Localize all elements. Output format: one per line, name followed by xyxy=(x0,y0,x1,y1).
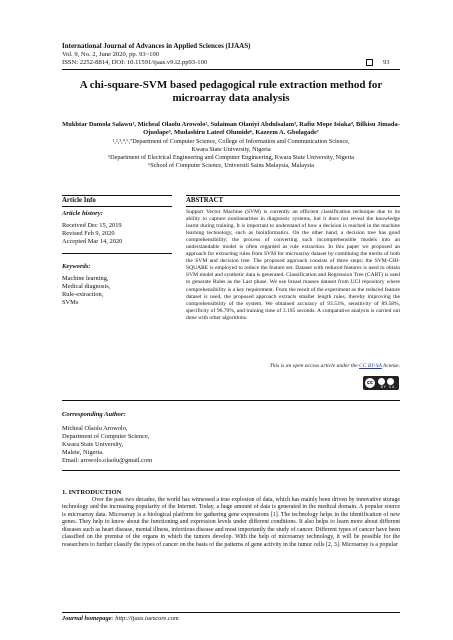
footer-divider xyxy=(62,612,400,613)
introduction-paragraph: Over the past two decades, the world has witnessed a true explosion of data, which has mainly been driven by innovative storage technology and the increasing popularity of the Internet. Today, a huge amount of data is generated in the medical domain. A popular source is microarray data. Microarray is a biological platform for gathering gene expressions [1]. The technology helps in the identification of new genes. They help to know about the functioning and expression levels under different conditions. It also helps to learn more about different diseases such as heart disease, mental illness, infectious disease and most importantly the study of cancer. Different types of cancer have been classified on the premise of the organs in which the tumors develop. With the help of microarray technology, it will be possible for the researchers to further classify the types of cancer on the basis of the patterns of gene activity in the tumor cells [2, 3]. Microarray is a popular xyxy=(62,497,400,548)
cc-icon: cc xyxy=(364,377,376,389)
keyword: Rule-extraction, xyxy=(62,291,104,298)
abstract-heading: ABSTRACT xyxy=(186,197,224,204)
square-icon xyxy=(366,59,373,66)
corresponding-univ: Kwara State University, xyxy=(62,441,124,448)
open-access-suffix: license. xyxy=(381,363,400,369)
article-info-heading-rule xyxy=(62,206,172,207)
keyword: Machine learning, xyxy=(62,275,109,282)
page-number: 93 xyxy=(383,59,390,67)
corresponding-dept: Department of Computer Science, xyxy=(62,433,150,440)
history-received: Received Dec 15, 2019 xyxy=(62,222,122,229)
homepage-url[interactable]: : http://ijaas.iaescore.com xyxy=(111,615,179,622)
journal-volume: Vol. 9, No. 2, June 2020, pp. 93~100 xyxy=(62,51,160,58)
journal-issn-doi: ISSN: 2252-8814, DOI: 10.11591/ijaas.v9.i2.pp93-100 xyxy=(62,59,208,66)
front-matter-divider xyxy=(62,400,400,401)
open-access-note xyxy=(186,363,400,369)
keyword: Medical diagnosis, xyxy=(62,283,111,290)
introduction-body xyxy=(62,497,400,549)
paper-title: A chi-square-SVM based pedagogical rule extraction method for microarray data analysis xyxy=(79,79,383,104)
abstract-top-rule xyxy=(186,195,400,196)
abstract-heading-rule xyxy=(186,206,400,207)
keywords-list xyxy=(62,275,110,307)
corresponding-author-details xyxy=(62,425,152,465)
keyword: SVMs xyxy=(62,299,79,306)
corresponding-name: Micheal Olaolu Arowolo, xyxy=(62,425,128,432)
cc-badge-label: BY SA xyxy=(380,385,396,389)
corresponding-email: Email: arowolo.olaolu@gmail.com xyxy=(62,457,153,464)
journal-name: International Journal of Advances in Applied Sciences (IJAAS) xyxy=(62,42,251,50)
page-number-block xyxy=(366,59,400,67)
article-info-heading: Article Info xyxy=(62,197,96,204)
history-accepted: Accepted Mar 14, 2020 xyxy=(62,238,123,245)
journal-homepage xyxy=(62,615,179,622)
header-divider xyxy=(62,69,400,70)
open-access-prefix: This is an open access article under the xyxy=(269,363,360,369)
article-history xyxy=(62,222,122,246)
share-alike-icon xyxy=(387,378,394,385)
history-revised: Revised Feb 9, 2020 xyxy=(62,230,115,237)
affiliation-line: ⁶School of Computer Science, Universiti Sains Malaysia, Malaysia xyxy=(148,161,314,169)
license-link[interactable]: CC BY-SA xyxy=(359,363,382,369)
article-history-label: Article history: xyxy=(62,210,103,217)
history-divider xyxy=(62,253,172,254)
affiliations xyxy=(62,138,400,170)
keywords-label: Keywords: xyxy=(62,263,91,270)
affiliation-line: ⁵Department of Electrical Engineering and Computer Engineering, Kwara State University, Nigeria xyxy=(107,153,355,161)
author-list: Mukhtar Damola Salawu¹, Micheal Olaolu Arowolo², Sulaiman Olaniyi Abdulsalam³, Rafiu Mope Isiaka⁴, Bilkisu Jimada-Ojuolape⁵, Mudashiru Lateef Olumide⁶, Kazeem A. Gbolagade⁷ xyxy=(62,121,400,136)
corresponding-divider xyxy=(62,470,400,471)
corresponding-author-heading: Corresponding Author: xyxy=(62,411,126,418)
abstract-text: Support Vector Machine (SVM) is currently an efficient classification technique due to its ability to capture nonlinearities in diagnostic systems, but it does not reveal the knowledge learnt during training. It is important to understand of how a decision is reached in the machine learning technology, such as bioinformatics. On the other hand, a decision tree has good comprehensibility; the process of converting such incomprehensible models into an understandable model is often regarded as rule extraction. In this paper we proposed an approach for extracting rules from SVM for microarray dataset by combining the merits of both the SVM and decision tree. The proposed approach consists of three steps; the SVM-CHI-SQUARE is employed to reduce the feature set. Dataset with reduced features is used to obtain SVM model and synthetic data is generated. Classification and Regression Tree (CART) is used to generate Rules as the Last phase. We use breast masses dataset from UCI repository where comprehensibility is a key requirement. From the result of the experiment as the reduced feature dataset is used, the proposed approach extracts smaller length rules, thereby improving the comprehensibility of the system. We obtained accuracy of 93.53%, sensitivity of 89.58%, specificity of 96.70%, and training time of 3.195 seconds. A comparative analysis is carried out done with other algorithms. xyxy=(186,209,400,321)
affiliation-line: ¹,²,³,⁴,⁶,⁷Department of Computer Science, College of Information and Communication Science, xyxy=(112,138,350,145)
affiliation-line: Kwara State University, Nigeria xyxy=(191,145,271,153)
cc-by-sa-badge[interactable] xyxy=(363,376,399,390)
homepage-label: Journal homepage xyxy=(62,615,112,622)
corresponding-city: Malete, Nigeria. xyxy=(62,449,104,456)
article-info-top-rule xyxy=(62,195,172,196)
introduction-heading: 1. INTRODUCTION xyxy=(62,489,122,496)
by-person-icon xyxy=(378,378,385,385)
